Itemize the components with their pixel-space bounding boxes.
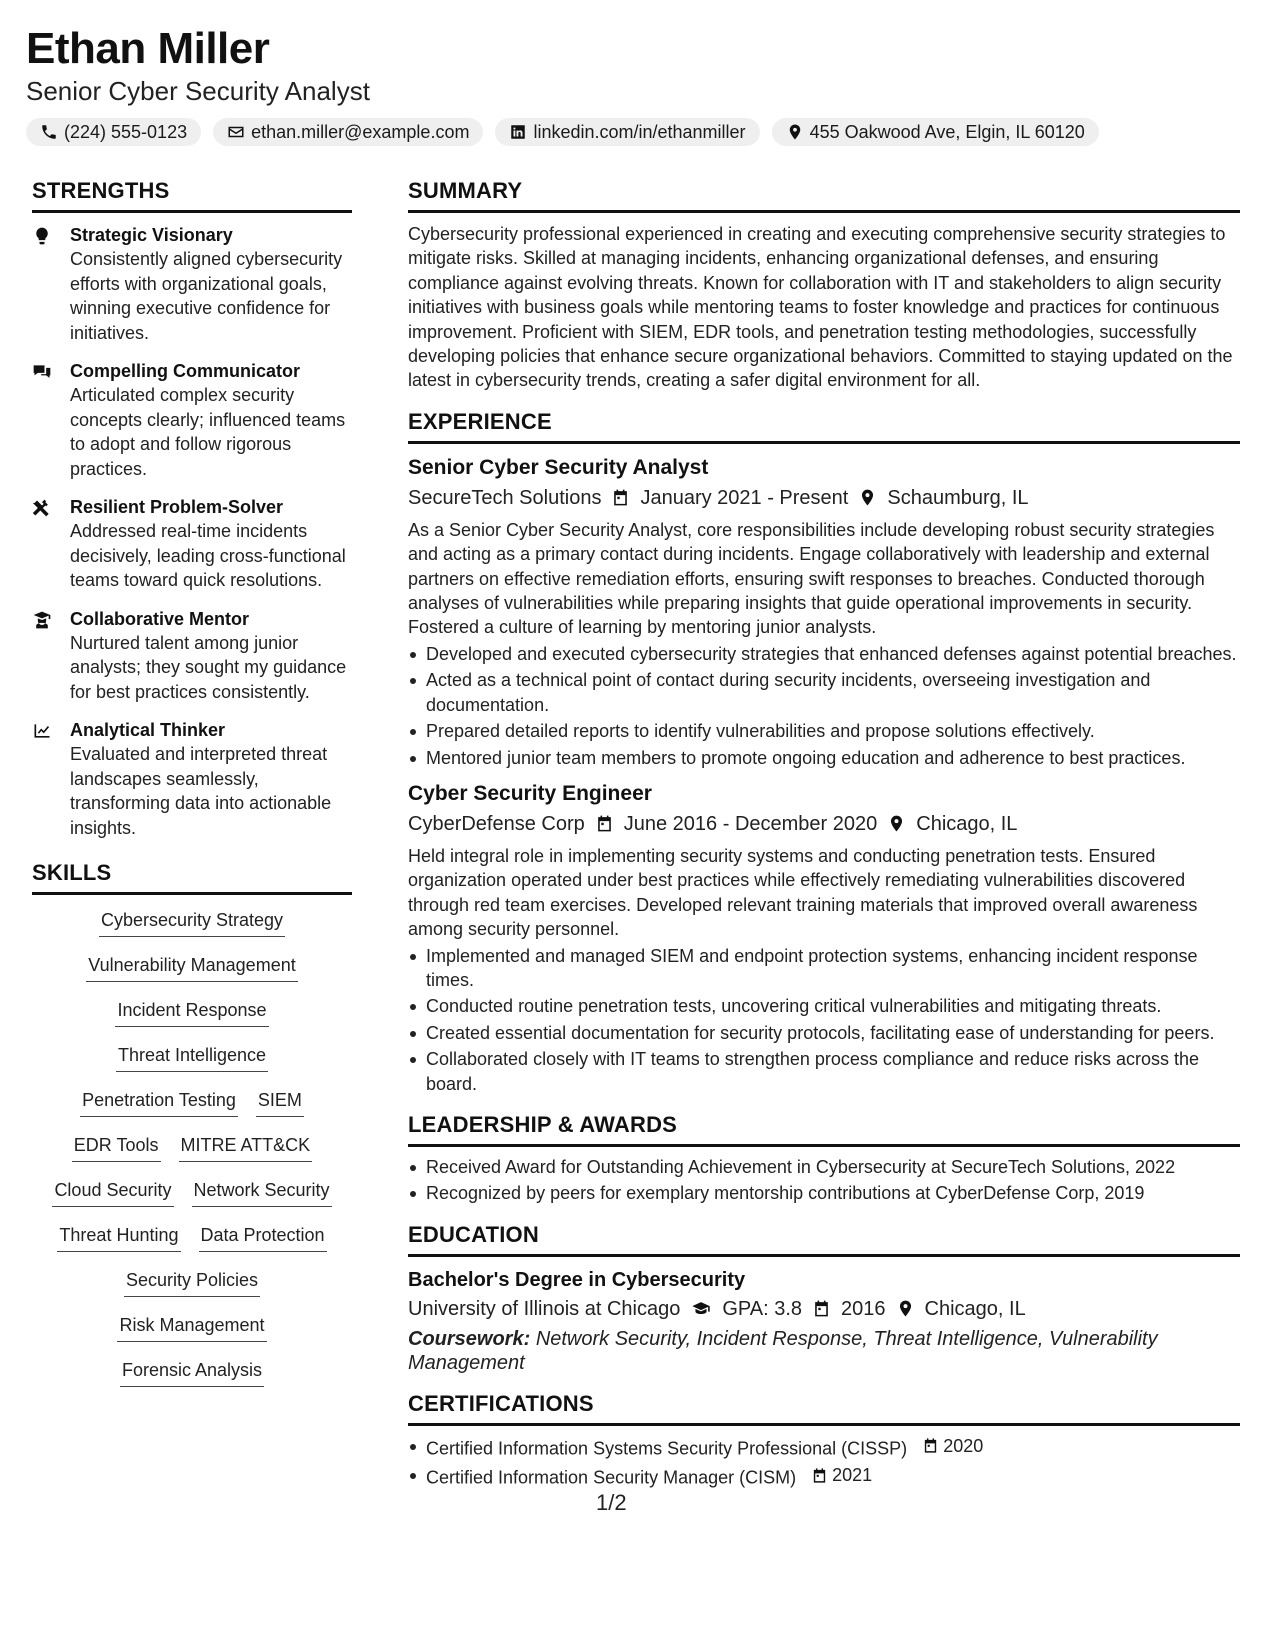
leadership-heading: LEADERSHIP & AWARDS: [408, 1112, 1240, 1147]
strength-item: [32, 607, 352, 705]
summary-text: Cybersecurity professional experienced in creating and executing comprehensive security strategies to mitigate risks. Skilled at managing incidents, enhancing organizational defenses, and ensuring compliance against evolving threats. Known for collaboration with IT and stakeholders to align security initiatives with business goals while mentoring teams to foster knowledge and practices for continuous improvement. Proficient with SIEM, EDR tools, and penetration testing methodologies, successfully developing policies that enhance secure organizational behaviors. Committed to staying updated on the latest in cybersecurity trends, creating a safer digital environment for all.: [408, 224, 1233, 391]
strength-desc: Nurtured talent among junior analysts; they sought my guidance for best practices consistently.: [70, 632, 347, 702]
education-meta: [408, 1295, 1240, 1323]
job-title: Cyber Security Engineer: [408, 781, 652, 805]
coursework: [408, 1327, 1240, 1375]
coursework-list: Network Security, Incident Response, Threat Intelligence, Vulnerability Management: [408, 1327, 1158, 1374]
calendar-icon: [812, 1299, 831, 1318]
phone-icon: [40, 123, 58, 141]
strength-desc: Evaluated and interpreted threat landscapes seamlessly, transforming data into actionable insights.: [70, 744, 332, 838]
contact-email[interactable]: [213, 118, 483, 146]
contact-address-text: 455 Oakwood Ave, Elgin, IL 60120: [809, 121, 1085, 142]
school-location: Chicago, IL: [924, 1297, 1026, 1320]
resume-header: [26, 22, 1246, 146]
skills-heading: SKILLS: [32, 860, 352, 895]
contact-phone[interactable]: [26, 118, 201, 146]
coursework-label: Coursework:: [408, 1327, 531, 1350]
strength-item: [32, 223, 352, 345]
map-pin-icon: [858, 488, 877, 507]
strength-desc: Consistently aligned cybersecurity efforts with organizational goals, winning executive confidence for initiatives.: [70, 249, 343, 343]
skill-tag: EDR Tools: [72, 1132, 161, 1162]
strength-title: Collaborative Mentor: [70, 608, 250, 629]
job-bullet: Collaborated closely with IT teams to strengthen process compliance and reduce risks across the board.: [408, 1047, 1240, 1096]
skill-tag: SIEM: [256, 1087, 304, 1117]
map-pin-icon: [896, 1299, 915, 1318]
job-company: CyberDefense Corp: [408, 812, 585, 835]
skill-tag: Incident Response: [115, 997, 268, 1027]
certification-item: [408, 1434, 1240, 1461]
page-number: 1/2: [596, 1490, 627, 1515]
strengths-heading: STRENGTHS: [32, 178, 352, 213]
lightbulb-icon: [32, 226, 52, 246]
calendar-icon: [611, 488, 630, 507]
summary-heading: SUMMARY: [408, 178, 1240, 213]
school-name: University of Illinois at Chicago: [408, 1297, 681, 1320]
award-item: Received Award for Outstanding Achievement in Cybersecurity at SecureTech Solutions, 2022: [408, 1155, 1240, 1179]
certification-year: 2020: [943, 1435, 984, 1456]
education-entry: [408, 1267, 1240, 1375]
calendar-icon: [922, 1437, 939, 1454]
strengths-list: [32, 223, 352, 840]
candidate-headline: Senior Cyber Security Analyst: [26, 76, 370, 106]
right-column: [408, 178, 1240, 1490]
skill-tag: Forensic Analysis: [120, 1357, 264, 1387]
skill-tag: Network Security: [192, 1177, 332, 1207]
skill-tag: Cybersecurity Strategy: [99, 907, 285, 937]
chat-bubbles-icon: [32, 362, 52, 382]
left-column: [32, 178, 352, 1402]
graduation-year: 2016: [841, 1297, 886, 1320]
job-bullet: Prepared detailed reports to identify vulnerabilities and propose solutions effectively.: [408, 719, 1240, 743]
contact-linkedin-text: linkedin.com/in/ethanmiller: [533, 121, 746, 142]
certifications-list: [408, 1434, 1240, 1490]
certification-year: 2021: [832, 1464, 873, 1485]
job-dates: January 2021 - Present: [640, 486, 849, 509]
job-description: As a Senior Cyber Security Analyst, core responsibilities include developing robust security strategies and acting as a primary contact during incidents. Engage collaboratively with leadership and external partners on effective remediation efforts, ensuring swift responses to breaches. Conducted thorough analyses of vulnerabilities while preparing insights that guide operational improvements in security. Fostered a culture of learning by mentoring junior analysts.: [408, 519, 1215, 638]
leadership-list: [408, 1155, 1240, 1206]
job-bullet: Developed and executed cybersecurity strategies that enhanced defenses against potential breaches.: [408, 642, 1240, 666]
experience-heading: EXPERIENCE: [408, 409, 1240, 444]
chart-line-icon: [32, 721, 52, 741]
certifications-heading: CERTIFICATIONS: [408, 1391, 1240, 1426]
strength-item: [32, 359, 352, 481]
skill-tag: Security Policies: [124, 1267, 260, 1297]
skill-tag: MITRE ATT&CK: [179, 1132, 313, 1162]
calendar-icon: [811, 1467, 828, 1484]
job-bullet: Implemented and managed SIEM and endpoint protection systems, enhancing incident response times.: [408, 944, 1240, 993]
job-bullet: Mentored junior team members to promote ongoing education and adherence to best practices.: [408, 746, 1240, 770]
strength-title: Analytical Thinker: [70, 720, 226, 740]
job-location: Schaumburg, IL: [887, 486, 1029, 509]
job-entry: [408, 454, 1240, 770]
job-meta: [408, 484, 1240, 512]
contact-phone-text: (224) 555-0123: [64, 121, 188, 142]
envelope-icon: [227, 123, 245, 141]
calendar-icon: [595, 814, 614, 833]
certification-name: Certified Information Security Manager (CISM): [426, 1467, 797, 1488]
certification-name: Certified Information Systems Security Professional (CISSP): [426, 1438, 908, 1459]
strength-title: Strategic Visionary: [70, 225, 233, 245]
job-bullets: [408, 642, 1240, 770]
job-description: Held integral role in implementing security systems and conducting penetration tests. Ensured organization operated under best practices while effectively remediating vulnerabilities discovered through red team exercises. Developed relevant training materials that improved overall awareness among security personnel.: [408, 845, 1198, 940]
contact-linkedin[interactable]: [495, 118, 759, 146]
skill-tag: Threat Hunting: [57, 1222, 180, 1252]
job-title: Senior Cyber Security Analyst: [408, 455, 709, 479]
strength-desc: Addressed real-time incidents decisively, leading cross-functional teams toward quick resolutions.: [70, 521, 346, 590]
contact-email-text: ethan.miller@example.com: [251, 121, 470, 142]
graduation-cap-icon: [690, 1299, 712, 1318]
strength-title: Compelling Communicator: [70, 361, 301, 381]
skills-list: [32, 907, 352, 1402]
contact-bar: [26, 118, 1246, 146]
skill-tag: Penetration Testing: [80, 1087, 238, 1117]
job-entry: [408, 780, 1240, 1096]
skill-tag: Cloud Security: [52, 1177, 173, 1207]
gpa: GPA: 3.8: [722, 1297, 803, 1320]
mentor-icon: [32, 610, 52, 630]
map-pin-icon: [887, 814, 906, 833]
education-heading: EDUCATION: [408, 1222, 1240, 1257]
degree-title: Bachelor's Degree in Cybersecurity: [408, 1268, 746, 1291]
job-bullets: [408, 944, 1240, 1096]
job-bullet: Acted as a technical point of contact during security incidents, overseeing investigation and documentation.: [408, 668, 1240, 717]
map-pin-icon: [786, 123, 804, 141]
strength-item: [32, 718, 352, 840]
skill-tag: Risk Management: [117, 1312, 266, 1342]
strength-item: [32, 495, 352, 593]
job-company: SecureTech Solutions: [408, 486, 602, 509]
award-item: Recognized by peers for exemplary mentorship contributions at CyberDefense Corp, 2019: [408, 1181, 1240, 1205]
candidate-name: Ethan Miller: [26, 24, 270, 73]
strength-desc: Articulated complex security concepts clearly; influenced teams to adopt and follow rigorous practices.: [70, 385, 346, 479]
job-dates: June 2016 - December 2020: [623, 812, 878, 835]
contact-address[interactable]: [772, 118, 1099, 146]
skill-tag: Threat Intelligence: [116, 1042, 268, 1072]
job-meta: [408, 810, 1240, 838]
skill-tag: Data Protection: [199, 1222, 327, 1252]
linkedin-icon: [509, 123, 527, 141]
certification-item: [408, 1463, 1240, 1490]
strength-title: Resilient Problem-Solver: [70, 497, 284, 517]
job-bullet: Created essential documentation for security protocols, facilitating ease of understanding for peers.: [408, 1021, 1240, 1045]
job-location: Chicago, IL: [916, 812, 1018, 835]
tools-icon: [32, 498, 52, 518]
skill-tag: Vulnerability Management: [86, 952, 297, 982]
job-bullet: Conducted routine penetration tests, uncovering critical vulnerabilities and mitigating threats.: [408, 994, 1240, 1018]
